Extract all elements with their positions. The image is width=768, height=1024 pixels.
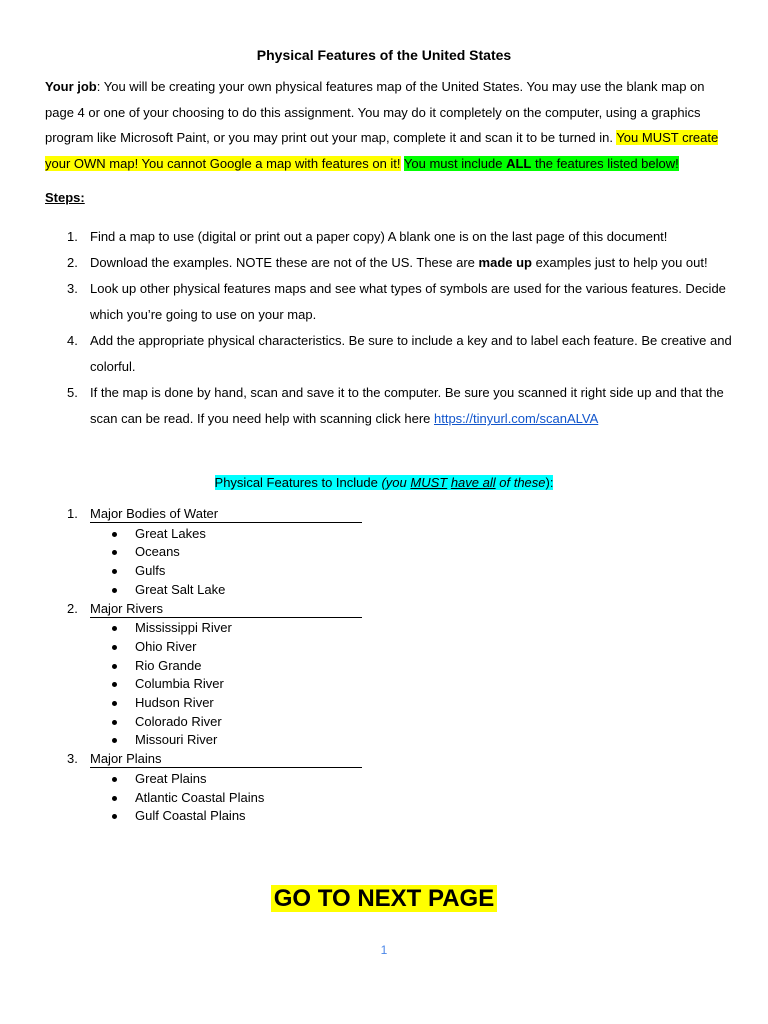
list-item xyxy=(45,328,735,380)
bullet-icon xyxy=(112,569,117,574)
list-item xyxy=(90,807,735,826)
list-item xyxy=(90,543,735,562)
category-number: 1. xyxy=(67,506,78,521)
step-number: 4. xyxy=(67,333,78,348)
category-number: 3. xyxy=(67,751,78,767)
category-rivers xyxy=(45,600,735,751)
bullet-icon xyxy=(112,777,117,782)
list-item xyxy=(90,675,735,694)
feature-sublist xyxy=(90,619,735,750)
next-page-banner xyxy=(0,881,768,917)
list-item xyxy=(45,380,735,432)
step-text: If the map is done by hand, scan and save it to the computer. Be sure you scanned it right side up and that the scan can be read. If you need help with scanning click here xyxy=(90,385,724,426)
feature-label: Great Lakes xyxy=(135,525,206,541)
step-text: Download the examples. NOTE these are not of the US. These are xyxy=(90,255,479,270)
category-label: Major Plains xyxy=(90,751,362,768)
list-item xyxy=(90,581,735,600)
list-item xyxy=(90,619,735,638)
list-item xyxy=(45,250,735,276)
page-number: 1 xyxy=(380,943,388,957)
category-label: Major Bodies of Water xyxy=(90,506,362,523)
features-heading-of-these: of these xyxy=(495,475,546,490)
next-page-text: GO TO NEXT PAGE xyxy=(271,885,497,912)
bullet-icon xyxy=(112,738,117,743)
step-text: Add the appropriate physical characteristics. Be sure to include a key and to label each feature. Be creative and colorful. xyxy=(90,333,732,374)
category-plains xyxy=(45,750,735,826)
bullet-icon xyxy=(112,664,117,669)
feature-label: Colorado River xyxy=(135,713,222,729)
feature-label: Missouri River xyxy=(135,732,218,748)
feature-label: Rio Grande xyxy=(135,657,202,673)
list-item xyxy=(45,276,735,328)
step-text: Look up other physical features maps and see what types of symbols are used for the various features. Decide which you’re going to use on your map. xyxy=(90,281,726,322)
features-heading xyxy=(0,475,768,490)
feature-label: Gulf Coastal Plains xyxy=(135,808,246,824)
list-item xyxy=(90,657,735,676)
list-item xyxy=(90,562,735,581)
include-all-pre: You must include xyxy=(403,156,507,172)
step-number: 5. xyxy=(67,385,78,400)
bullet-icon xyxy=(112,588,117,593)
intro-label: Your job xyxy=(45,79,97,94)
step-text: examples just to help you out! xyxy=(532,255,708,270)
features-heading-pre: Physical Features to Include xyxy=(214,475,382,490)
include-all-post: the features listed below! xyxy=(531,156,679,172)
features-heading-you: (you xyxy=(381,475,411,490)
scan-help-link[interactable]: https://tinyurl.com/scanALVA xyxy=(434,411,599,426)
feature-label: Gulfs xyxy=(135,563,166,579)
bullet-icon xyxy=(112,720,117,725)
bullet-icon xyxy=(112,814,117,819)
include-all-note xyxy=(404,156,679,171)
intro-paragraph xyxy=(45,74,735,177)
category-bodies-of-water xyxy=(45,505,735,600)
bullet-icon xyxy=(112,626,117,631)
step-number: 1. xyxy=(67,229,78,244)
bullet-icon xyxy=(112,550,117,555)
list-item xyxy=(90,789,735,808)
feature-sublist xyxy=(90,770,735,826)
list-item xyxy=(90,638,735,657)
list-item xyxy=(45,224,735,250)
bullet-icon xyxy=(112,796,117,801)
include-all-bold: ALL xyxy=(506,156,532,172)
features-heading-highlight xyxy=(215,475,554,490)
bullet-icon xyxy=(112,645,117,650)
bullet-icon xyxy=(112,701,117,706)
steps-list xyxy=(45,224,735,432)
feature-label: Ohio River xyxy=(135,638,197,654)
feature-label: Mississippi River xyxy=(135,620,232,636)
feature-label: Oceans xyxy=(135,544,180,560)
list-item xyxy=(90,713,735,732)
list-item xyxy=(90,694,735,713)
step-text: Find a map to use (digital or print out a paper copy) A blank one is on the last page of this document! xyxy=(90,229,668,244)
list-item xyxy=(90,731,735,750)
features-list xyxy=(45,505,735,826)
feature-label: Atlantic Coastal Plains xyxy=(135,789,265,805)
feature-sublist xyxy=(90,525,735,600)
steps-heading: Steps: xyxy=(45,190,85,205)
page-title: Physical Features of the United States xyxy=(256,47,512,63)
feature-label: Great Plains xyxy=(135,770,207,786)
list-item xyxy=(90,770,735,789)
step-number: 3. xyxy=(67,281,78,296)
features-heading-have-all: have all xyxy=(450,475,496,490)
step-number: 2. xyxy=(67,255,78,270)
bullet-icon xyxy=(112,532,117,537)
category-label: Major Rivers xyxy=(90,601,362,618)
features-heading-post: ): xyxy=(545,475,554,490)
category-number: 2. xyxy=(67,600,78,616)
feature-label: Hudson River xyxy=(135,695,214,710)
intro-text: : You will be creating your own physical features map of the United States. You may use the blank map on page 4 or one of your choosing to do this assignment. You may do it completely on the computer, using a graphics program like Microsoft Paint, or you may print out your map, complete it and scan it to be turned in. xyxy=(45,79,705,146)
feature-label: Great Salt Lake xyxy=(135,581,226,597)
bullet-icon xyxy=(112,682,117,687)
features-heading-must: MUST xyxy=(410,475,448,490)
list-item xyxy=(90,525,735,544)
feature-label: Columbia River xyxy=(135,676,224,692)
own-map-warning: You MUST create your OWN map! You cannot Google a map with features on it! xyxy=(45,130,719,172)
features-heading-italic xyxy=(381,475,545,490)
step-bold: made up xyxy=(478,255,532,270)
